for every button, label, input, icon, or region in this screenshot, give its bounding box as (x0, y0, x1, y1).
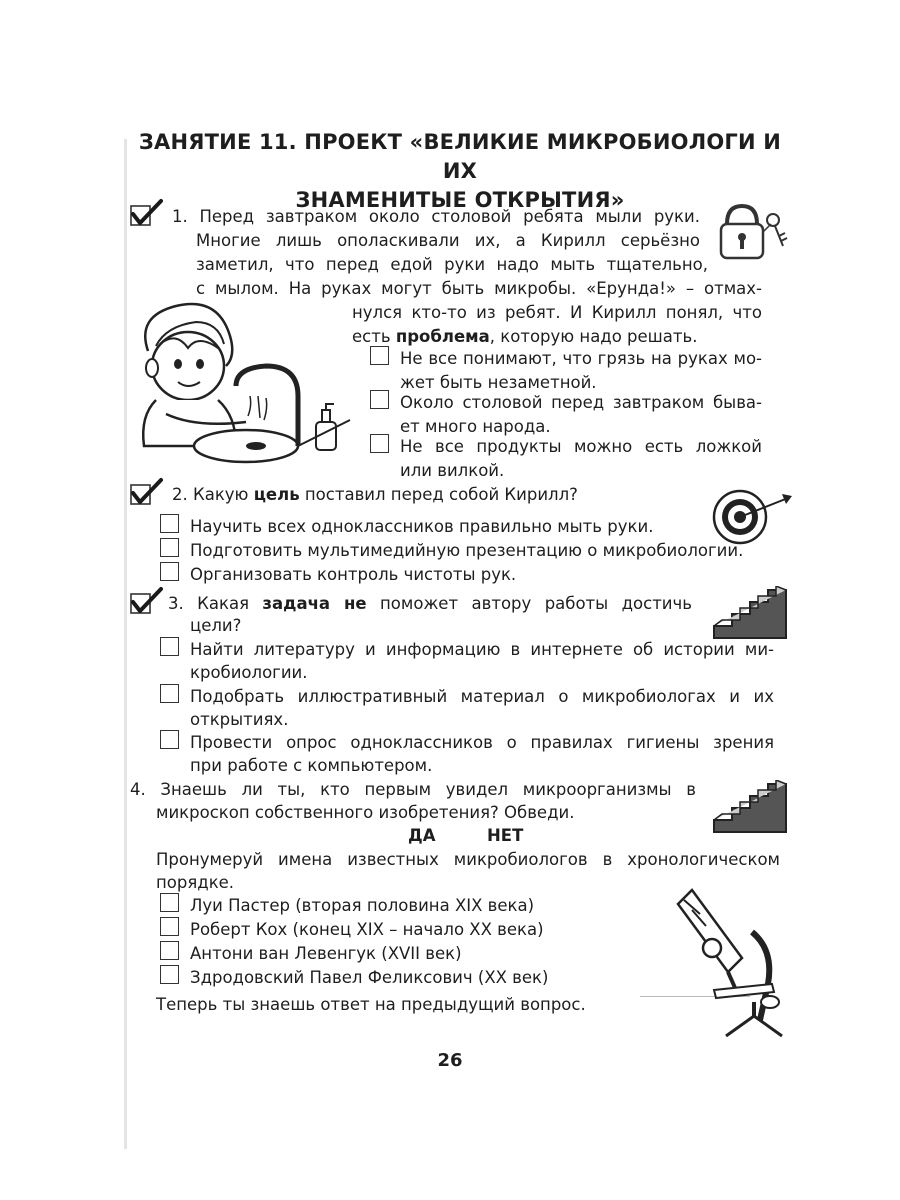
q3-option-2-l1: Подобрать иллюстративный материал о микробиологах и их (190, 687, 774, 706)
q1-line-2: Многие лишь ополаскивали их, а Кирилл серьёзно (196, 231, 700, 250)
q2-option-3: Организовать контроль чистоты рук. (190, 565, 517, 584)
q1-line-4: с мылом. На руках могут быть микробы. «Ерунда!» – отмах- (196, 279, 762, 298)
scientist-1: Луи Пастер (вторая половина XIX века) (190, 896, 535, 915)
page-edge (124, 139, 127, 1149)
order-instruction-l1: Пронумеруй имена известных микробиологов в хронологическом (156, 850, 780, 869)
scientist-4: Здродовский Павел Феликсович (XX век) (190, 968, 549, 987)
footer-note: Теперь ты знаешь ответ на предыдущий вопрос. (156, 995, 586, 1014)
q4-question-l2: микроскоп собственного изобретения? Обведи. (156, 803, 575, 822)
check-mark-icon (128, 586, 164, 620)
goal-word: цель (253, 485, 300, 504)
q2-question: 2. Какую цель поставил перед собой Кирилл? (172, 485, 578, 504)
q2-option-1: Научить всех одноклассников правильно мыть руки. (190, 517, 654, 536)
page-number: 26 (437, 1050, 463, 1071)
title-line-2: ЗНАМЕНИТЫЕ ОТКРЫТИЯ» (295, 188, 625, 212)
q1-option-3-l2: или вилкой. (400, 461, 505, 480)
q4-question-l1: 4. Знаешь ли ты, кто первым увидел микроорганизмы в (130, 780, 696, 799)
q1-option-2-l1: Около столовой перед завтраком быва- (400, 393, 762, 412)
stairs-icon (712, 586, 790, 640)
q3-option-2-l2: открытиях. (190, 710, 289, 729)
q1-line-5: нулся кто-то из ребят. И Кирилл понял, что (352, 303, 762, 322)
q1-option-2-l2: ет много народа. (400, 417, 551, 436)
stairs-icon (712, 780, 790, 834)
q3-option-1-l1: Найти литературу и информацию в интернете об истории ми- (190, 640, 774, 659)
lock-key-icon (715, 202, 790, 264)
page-title (130, 128, 790, 215)
q1-option-1-l1: Не все понимают, что грязь на руках мо- (400, 349, 762, 368)
q3-option-3-l2: при работе с компьютером. (190, 756, 433, 775)
q1-line-3: заметил, что перед едой руки надо мыть тщательно, (196, 255, 708, 274)
q3-option-3-checkbox[interactable] (160, 730, 179, 749)
q1-problem-line: есть проблема, которую надо решать. (352, 327, 698, 346)
problem-word: проблема (395, 327, 490, 346)
q2-option-2-checkbox[interactable] (160, 538, 179, 557)
scientist-1-checkbox[interactable] (160, 893, 179, 912)
scientist-2-checkbox[interactable] (160, 917, 179, 936)
check-mark-icon (128, 477, 164, 511)
q1-option-3-checkbox[interactable] (370, 434, 389, 453)
q3-question-l2: цели? (190, 616, 242, 635)
order-instruction-l2: порядке. (156, 873, 235, 892)
q3-option-1-l2: кробиологии. (190, 663, 308, 682)
q1-option-1-checkbox[interactable] (370, 346, 389, 365)
q1-option-1-l2: жет быть незаметной. (400, 373, 597, 392)
task-words: задача не (262, 594, 367, 613)
answer-yes[interactable]: ДА (408, 826, 436, 845)
microscope-icon (670, 880, 790, 1040)
q2-option-3-checkbox[interactable] (160, 562, 179, 581)
q1-option-2-checkbox[interactable] (370, 390, 389, 409)
q1-line-1: 1. Перед завтраком около столовой ребята мыли руки. (172, 207, 700, 226)
q3-option-3-l1: Провести опрос одноклассников о правилах гигиены зрения (190, 733, 774, 752)
scientist-2: Роберт Кох (конец XIX – начало XX века) (190, 920, 544, 939)
girl-washing-hands-illustration (126, 296, 351, 466)
q3-option-2-checkbox[interactable] (160, 684, 179, 703)
answer-no[interactable]: НЕТ (487, 826, 524, 845)
scientist-3: Антони ван Левенгук (XVII век) (190, 944, 462, 963)
q2-option-1-checkbox[interactable] (160, 514, 179, 533)
q3-option-1-checkbox[interactable] (160, 637, 179, 656)
q3-question: 3. Какая задача не поможет автору работы достичь (168, 594, 692, 613)
scientist-4-checkbox[interactable] (160, 965, 179, 984)
title-line-1: ЗАНЯТИЕ 11. ПРОЕКТ «ВЕЛИКИЕ МИКРОБИОЛОГИ И ИХ (138, 130, 782, 183)
scientist-3-checkbox[interactable] (160, 941, 179, 960)
check-mark-icon (128, 198, 164, 232)
q1-option-3-l1: Не все продукты можно есть ложкой (400, 437, 762, 456)
q2-option-2: Подготовить мультимедийную презентацию о микробиологии. (190, 541, 744, 560)
target-icon (710, 488, 795, 546)
